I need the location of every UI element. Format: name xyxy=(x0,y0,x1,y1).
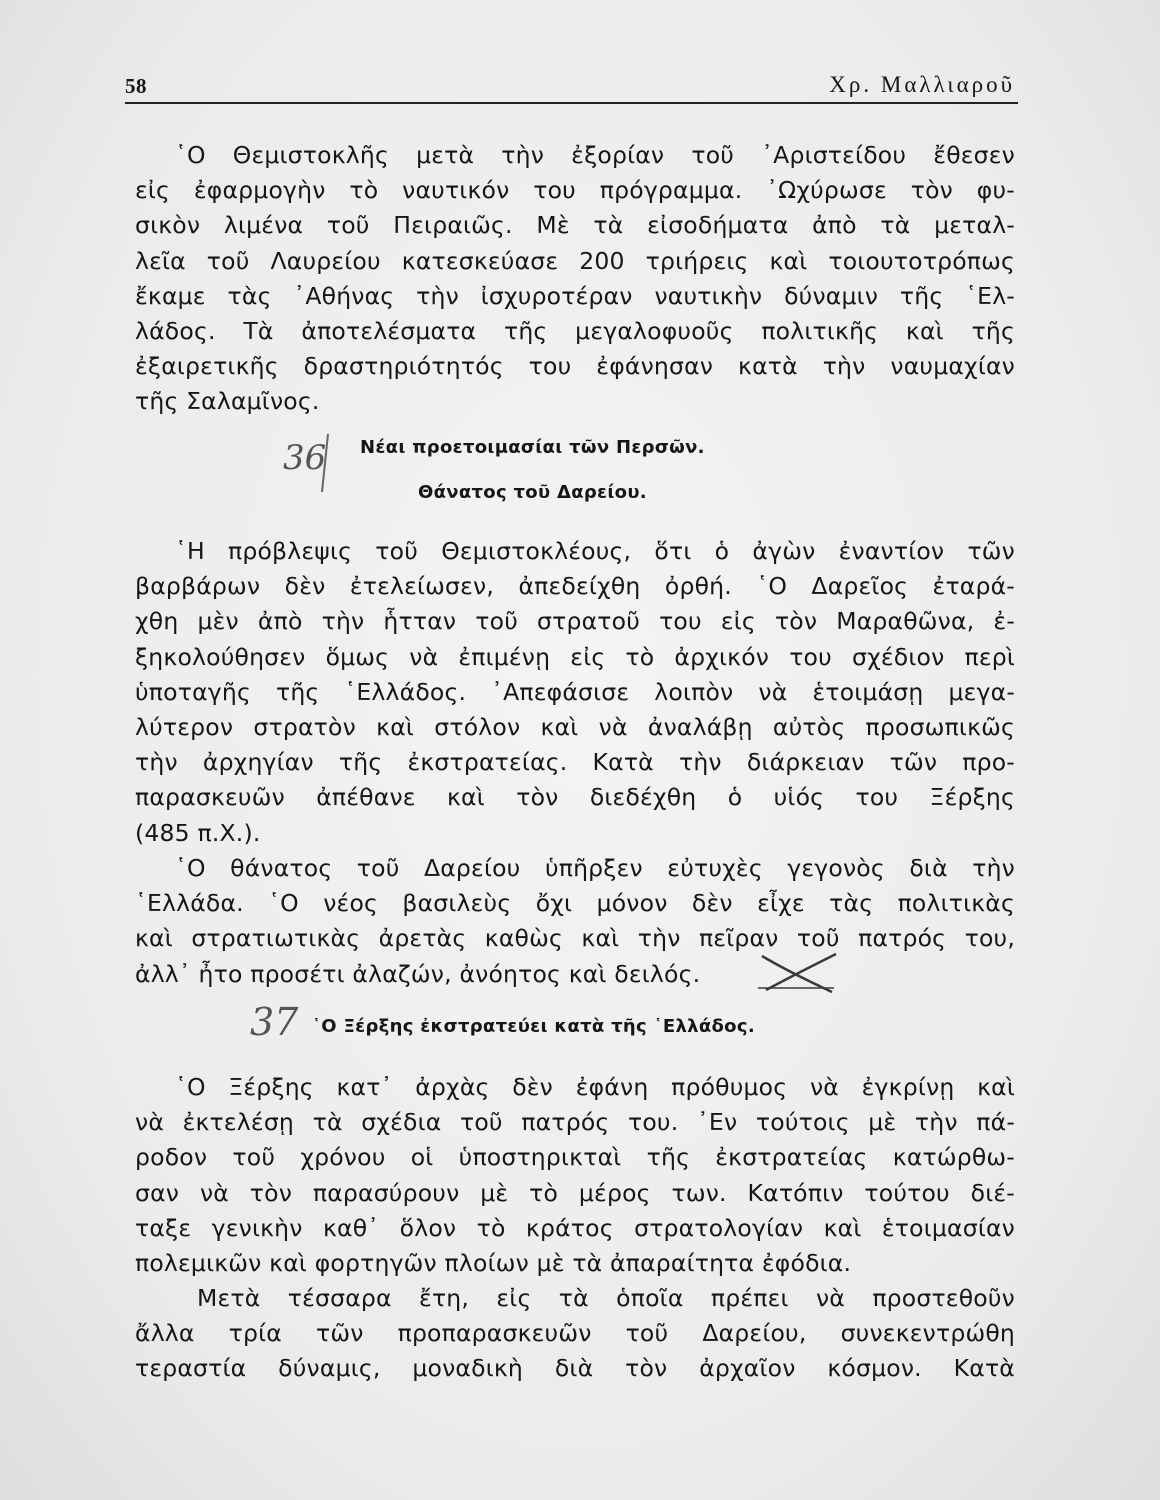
section-36-title-line2: Θάνατος τοῦ Δαρείου. xyxy=(418,482,647,503)
text-line: λάδος. Τὰ ἀποτελέσματα τῆς μεγαλοφυοῦς πολιτικῆς καὶ τῆς xyxy=(135,316,1015,345)
handwritten-slash-mark xyxy=(300,430,340,500)
section-37-title: ῾Ο Ξέρξης ἐκστρατεύει κατὰ τῆς ῾Ελλάδος. xyxy=(312,1016,755,1037)
text-line: (485 π.Χ.). xyxy=(135,818,261,847)
text-line: σαν νὰ τὸν παρασύρουν μὲ τὸ μέρος των. Κατόπιν τούτου διέ- xyxy=(135,1178,1015,1207)
page-number: 58 xyxy=(125,74,147,98)
text-line: ξηκολούθησεν ὅμως νὰ ἐπιμένῃ εἰς τὸ ἀρχικόν του σχέδιον περὶ xyxy=(135,642,1015,671)
text-line: ἀλλ᾽ ἦτο προσέτι ἀλαζών, ἀνόητος καὶ δειλός. xyxy=(135,959,701,988)
text-line: ἄλλα τρία τῶν προπαρασκευῶν τοῦ Δαρείου, συνεκεντρώθη xyxy=(135,1319,1015,1348)
section-36-title-line1: Νέαι προετοιμασίαι τῶν Περσῶν. xyxy=(360,437,705,458)
text-line: ταξε γενικὴν καθ᾽ ὅλον τὸ κράτος στρατολογίαν καὶ ἑτοιμασίαν xyxy=(135,1213,1015,1242)
paragraph-preparations xyxy=(135,1281,1015,1387)
text-line: ἔκαμε τὰς ᾽Αθήνας τὴν ἰσχυροτέραν ναυτικὴν δύναμιν τῆς ῾Ελ- xyxy=(135,281,1015,310)
paragraph-xerxes xyxy=(135,1070,1015,1281)
text-line: παρασκευῶν ἀπέθανε καὶ τὸν διεδέχθη ὁ υἱός του Ξέρξης xyxy=(135,783,1015,812)
text-line: εἰς ἐφαρμογὴν τὸ ναυτικόν του πρόγραμμα. ᾽Ωχύρωσε τὸν φυ- xyxy=(135,176,1015,205)
text-line: χθη μὲν ἀπὸ τὴν ἧτταν τοῦ στρατοῦ του εἰς τὸν Μαραθῶνα, ἐ- xyxy=(135,607,1015,636)
text-line: ῾Η πρόβλεψις τοῦ Θεμιστοκλέους, ὅτι ὁ ἀγὼν ἐναντίον τῶν xyxy=(175,537,1015,565)
header-rule xyxy=(125,102,1018,104)
text-line: πολεμικῶν καὶ φορτηγῶν πλοίων μὲ τὰ ἀπαραίτητα ἐφόδια. xyxy=(135,1248,852,1277)
text-line: ῾Ο Θεμιστοκλῆς μετὰ τὴν ἐξορίαν τοῦ ᾽Αριστείδου ἔθεσεν xyxy=(175,141,1015,169)
text-line: τὴν ἀρχηγίαν τῆς ἐκστρατείας. Κατὰ τὴν διάρκειαν τῶν προ- xyxy=(135,748,1015,777)
text-line: βαρβάρων δὲν ἐτελείωσεν, ἀπεδείχθη ὀρθή. ῾Ο Δαρεῖος ἐταρά- xyxy=(135,572,1015,601)
text-line: λύτερον στρατὸν καὶ στόλον καὶ νὰ ἀναλάβῃ αὐτὸς προσωπικῶς xyxy=(135,712,1015,741)
text-line: ῾Ελλάδα. ῾Ο νέος βασιλεὺς ὄχι μόνον δὲν εἶχε τὰς πολιτικὰς xyxy=(135,889,1015,918)
text-line: Μετὰ τέσσαρα ἔτη, εἰς τὰ ὁποῖα πρέπει νὰ προστεθοῦν xyxy=(197,1284,1015,1312)
text-line: τεραστία δύναμις, μοναδικὴ διὰ τὸν ἀρχαῖον κόσμον. Κατὰ xyxy=(135,1354,1015,1383)
paragraph-darius xyxy=(135,534,1015,851)
handwritten-cross-mark xyxy=(752,948,842,998)
text-line: νὰ ἐκτελέσῃ τὰ σχέδια τοῦ πατρός του. ᾽Εν τούτοις μὲ τὴν πά- xyxy=(135,1108,1015,1137)
running-head: Χρ. Μαλλιαροῦ xyxy=(829,72,1015,97)
text-line: ῾Ο θάνατος τοῦ Δαρείου ὑπῆρξεν εὐτυχὲς γεγονὸς διὰ τὴν xyxy=(175,854,1015,882)
handwritten-annotation-36: 36 xyxy=(283,438,327,478)
text-line: καὶ στρατιωτικὰς ἀρετὰς καθὼς καὶ τὴν πεῖραν τοῦ πατρός του, xyxy=(135,924,1015,953)
text-line: λεῖα τοῦ Λαυρείου κατεσκεύασε 200 τριήρεις καὶ τοιουτοτρόπως xyxy=(135,246,1015,275)
text-line: σικὸν λιμένα τοῦ Πειραιῶς. Μὲ τὰ εἰσοδήματα ἀπὸ τὰ μεταλ- xyxy=(135,211,1015,240)
text-line: ἐξαιρετικῆς δραστηριότητός του ἐφάνησαν κατὰ τὴν ναυμαχίαν xyxy=(135,352,1015,381)
paragraph-themistocles xyxy=(135,138,1015,420)
text-line: τῆς Σαλαμῖνος. xyxy=(135,387,320,416)
paragraph-darius-death xyxy=(135,851,1015,992)
text-line: ροδον τοῦ χρόνου οἱ ὑποστηρικταὶ τῆς ἐκστρατείας κατώρθω- xyxy=(135,1143,1015,1172)
text-line: ὑποταγῆς τῆς ῾Ελλάδος. ᾽Απεφάσισε λοιπὸν νὰ ἑτοιμάσῃ μεγα- xyxy=(135,677,1015,706)
handwritten-annotation-37: 37 xyxy=(250,1000,299,1044)
text-line: ῾Ο Ξέρξης κατ᾽ ἀρχὰς δὲν ἐφάνη πρόθυμος νὰ ἐγκρίνῃ καὶ xyxy=(175,1073,1015,1101)
